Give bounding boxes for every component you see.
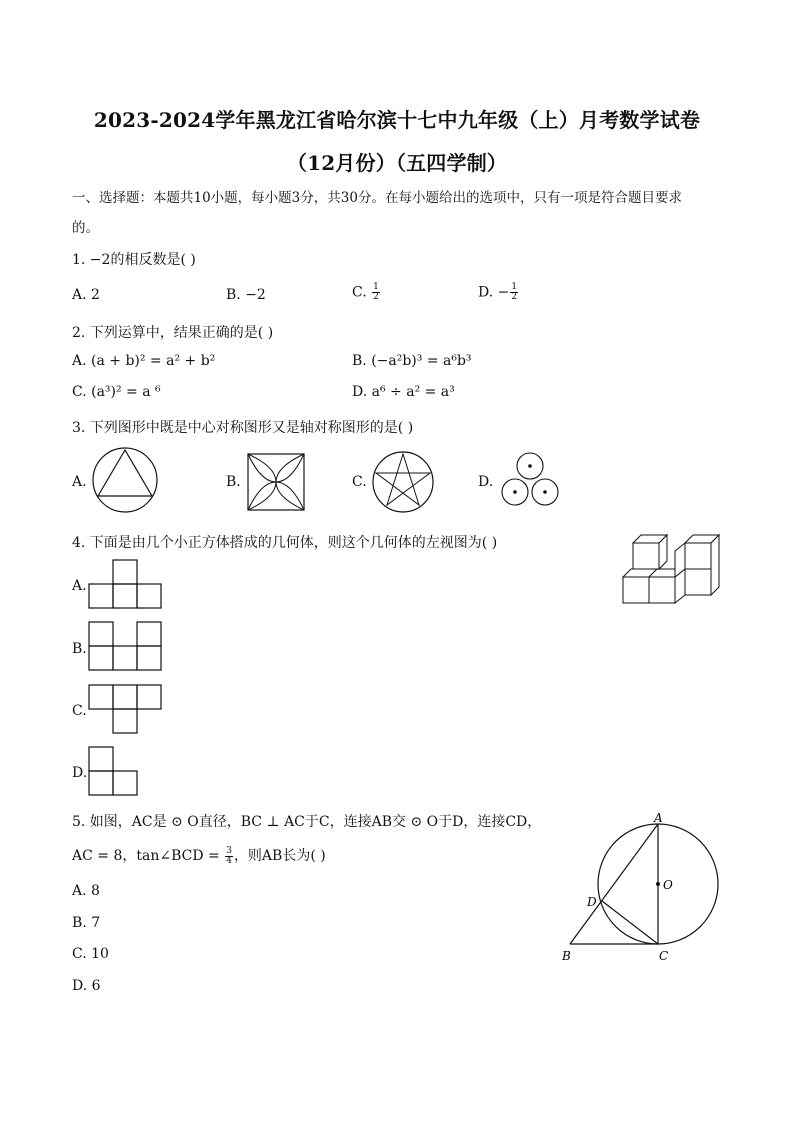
- q5-stem-line2: [72, 845, 326, 866]
- q1-option-c[interactable]: [352, 283, 381, 302]
- q1-option-c-prefix: C.: [352, 284, 372, 301]
- q4-option-d-label[interactable]: D.: [72, 765, 88, 781]
- q1-option-d-fraction: [510, 283, 518, 302]
- q5-tan-fraction: [225, 847, 233, 866]
- q4-stem: 4. 下面是由几个小正方体搭成的几何体，则这个几何体的左视图为( ): [72, 535, 498, 551]
- q4-option-a-label[interactable]: A.: [72, 578, 87, 594]
- q4-solid-figure: [621, 533, 721, 605]
- q4-figure-d[interactable]: [89, 746, 141, 796]
- q3-figure-b[interactable]: [246, 452, 306, 512]
- q5-label-d: D: [587, 895, 597, 909]
- q4-figure-a[interactable]: [89, 559, 163, 609]
- q5-option-d[interactable]: D. 6: [72, 978, 101, 994]
- q4-figure-b[interactable]: [89, 621, 163, 671]
- q1-d-numerator: 1: [511, 282, 518, 292]
- q3-option-a-label[interactable]: A.: [72, 474, 87, 490]
- q3-figure-a[interactable]: [90, 445, 160, 515]
- q3-option-d-label[interactable]: D.: [478, 474, 494, 490]
- q3-stem: 3. 下列图形中既是中心对称图形又是轴对称图形的是( ): [72, 420, 414, 436]
- paper-title-line2: （12月份）（五四学制）: [286, 151, 508, 175]
- paper-title-line1: 2023-2024学年黑龙江省哈尔滨十七中九年级（上）月考数学试卷: [93, 108, 701, 132]
- q5-circle-figure: [558, 812, 728, 972]
- q1-option-c-fraction: [372, 283, 380, 302]
- q5-label-o: O: [663, 878, 673, 892]
- q5-tan-denominator: 4: [226, 855, 232, 866]
- q5-stem-suffix: ，则AB长为( ): [233, 848, 326, 864]
- q3-option-c-label[interactable]: C.: [352, 474, 367, 490]
- q1-stem: 1. −2的相反数是( ): [72, 252, 196, 268]
- section-instruction-line2: 的。: [72, 220, 99, 236]
- q3-figure-c[interactable]: [371, 450, 435, 514]
- q3-option-b-label[interactable]: B.: [226, 474, 241, 490]
- q1-option-a[interactable]: A. 2: [72, 287, 100, 303]
- q2-option-d[interactable]: D. a⁶ ÷ a² = a³: [352, 384, 455, 400]
- q1-c-numerator: 1: [373, 282, 379, 292]
- q2-stem: 2. 下列运算中，结果正确的是( ): [72, 325, 274, 341]
- q5-label-b: B: [562, 949, 571, 963]
- q5-stem-prefix: AC = 8，tan∠BCD =: [72, 848, 225, 864]
- q5-option-b[interactable]: B. 7: [72, 915, 101, 931]
- q5-center-point: [656, 882, 660, 886]
- q5-option-a[interactable]: A. 8: [72, 883, 100, 899]
- q4-option-c-label[interactable]: C.: [72, 703, 87, 719]
- q1-option-d-prefix: D. −: [478, 284, 510, 301]
- q5-option-c[interactable]: C. 10: [72, 946, 109, 962]
- q2-option-c[interactable]: C. (a³)² = a ⁶: [72, 384, 161, 400]
- q1-option-b[interactable]: B. −2: [226, 287, 266, 303]
- q5-segment-ab: [570, 824, 658, 944]
- q1-option-d[interactable]: [478, 283, 519, 302]
- section-instruction-line1: 一、选择题：本题共10小题，每小题3分，共30分。在每小题给出的选项中，只有一项是符合题目要求: [72, 190, 682, 206]
- q5-tan-numerator: 3: [226, 845, 232, 856]
- q2-option-b[interactable]: B. (−a²b)³ = a⁶b³: [352, 353, 472, 369]
- q1-d-denominator: 2: [511, 292, 518, 302]
- q4-option-b-label[interactable]: B.: [72, 641, 87, 657]
- q5-stem-line1: 5. 如图，AC是 ⊙ O直径，BC ⊥ AC于C，连接AB交 ⊙ O于D，连接CD，: [72, 814, 542, 830]
- q5-label-a: A: [654, 811, 663, 825]
- q2-option-a[interactable]: A. (a + b)² = a² + b²: [72, 353, 216, 369]
- q4-figure-c[interactable]: [89, 684, 163, 734]
- q1-c-denominator: 2: [373, 292, 379, 302]
- q3-figure-d[interactable]: [497, 450, 563, 510]
- q5-label-c: C: [659, 949, 669, 963]
